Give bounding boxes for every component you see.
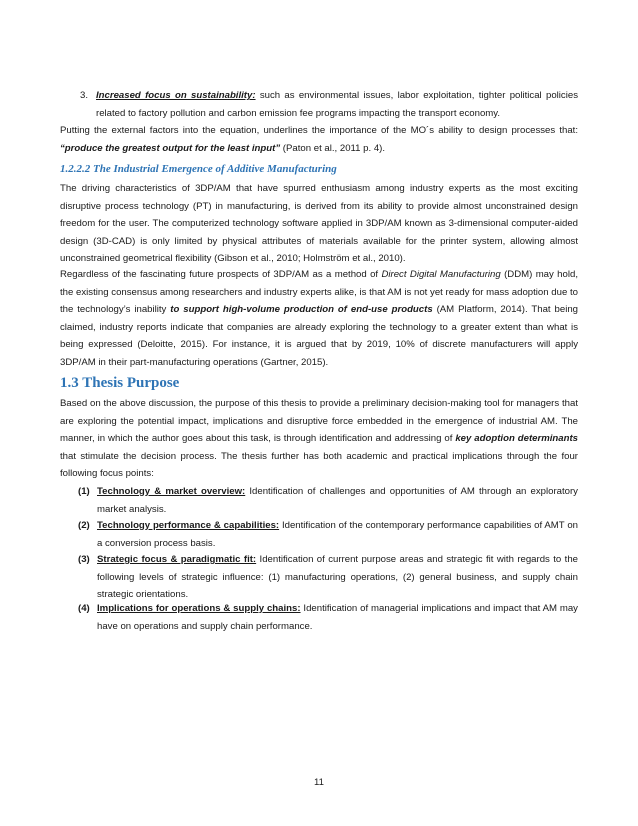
list-marker: 3. [80, 90, 89, 101]
section-heading: 1.3 Thesis Purpose [60, 375, 180, 391]
list-item-text: Identification of managerial implications and impact that AM may have on operations and supply chain performance. [97, 603, 578, 632]
list-item [80, 87, 578, 122]
list-item-text: Identification of challenges and opportunities of AM through an exploratory market analysis. [97, 486, 578, 515]
paragraph-text: that stimulate the decision process. The thesis further has both academic and practical implications through the four following focus points: [60, 450, 578, 479]
section-heading: 1.2.2.2 The Industrial Emergence of Additive Manufacturing [60, 163, 337, 175]
list-item-heading: Technology performance & capabilities: [97, 520, 280, 531]
list-item-body [97, 551, 578, 604]
citation-text: (Paton et al., 2011 p. 4). [280, 142, 386, 154]
list-item-body [97, 483, 578, 518]
paragraph [60, 122, 578, 157]
list-item [78, 551, 578, 604]
emphasis-text: Direct Digital Manufacturing [381, 269, 501, 280]
list-item [78, 483, 578, 518]
list-item-body [97, 517, 578, 552]
list-item-heading: Increased focus on sustainability: [96, 90, 256, 101]
paragraph-text: (DDM) may hold, the existing consensus among researchers and industry experts alike, is that AM is not yet ready for mass adoption due to the technology’s inability [60, 269, 578, 315]
quote-text: “produce the greatest output for the least input” [60, 142, 281, 154]
paragraph-text: (AM Platform, 2014). That being claimed, industry reports indicate that companies are already exploring the technology to a greater extent than what is being expressed (Deloitte, 2015). For instance, it is argued that by 2019, 10% of discrete manufacturers will apply 3DP/AM in their part-manufacturing operations (Gartner, 2015). [60, 304, 578, 368]
list-item-heading: Technology & market overview: [97, 486, 246, 497]
list-item-heading: Implications for operations & supply chains: [97, 603, 301, 614]
paragraph [60, 395, 578, 483]
list-item-text: Identification of current purpose areas and strategic fit with regards to the following levels of strategic influence: (1) manufacturing operations, (2) general business, and supply chain strategic orientations. [97, 554, 578, 600]
list-item-heading: Strategic focus & paradigmatic fit: [97, 554, 257, 565]
list-item-body [97, 600, 578, 635]
list-marker: (2) [78, 520, 90, 531]
emphasis-text: key adoption determinants [455, 433, 579, 444]
list-item-text: such as environmental issues, labor exploitation, tighter political policies related to factory pollution and carbon emission fee programs impacting the transport economy. [96, 90, 578, 119]
page-number: 11 [314, 777, 324, 788]
emphasis-text: to support high-volume production of end-use products [170, 304, 433, 315]
paragraph [60, 266, 578, 371]
list-item [78, 517, 578, 552]
list-item-body [96, 87, 578, 122]
list-marker: (3) [78, 554, 90, 565]
list-item-text: Identification of the contemporary performance capabilities of AMT on a conversion process basis. [97, 520, 578, 549]
list-marker: (4) [78, 603, 90, 614]
paragraph-text: Based on the above discussion, the purpose of this thesis to provide a preliminary decision-making tool for managers that are exploring the potential impact, implications and disruptive force embedded in the emergence of industrial AM. The manner, in which the author goes about this task, is through identification and addressing of [60, 398, 578, 444]
paragraph-text: Regardless of the fascinating future prospects of 3DP/AM as a method of [60, 269, 382, 280]
paragraph: The driving characteristics of 3DP/AM that have spurred enthusiasm among industry experts as the most exciting disruptive process technology (PT) in manufacturing, is derived from its ability to provide almost unconstrained design freedom for the user. The computerized technology software applied in 3DP/AM known as 3-dimensional computer-aided design (3D-CAD) is only limited by physical attributes of materials available for the printer system, allowing almost unconstrained geometrical flexibility (Gibson et al., 2010; Holmström et al., 2010). [60, 183, 578, 264]
list-marker: (1) [78, 486, 90, 497]
paragraph-text: Putting the external factors into the equation, underlines the importance of the MO´s ability to design processes that: [60, 125, 578, 136]
list-item [78, 600, 578, 635]
